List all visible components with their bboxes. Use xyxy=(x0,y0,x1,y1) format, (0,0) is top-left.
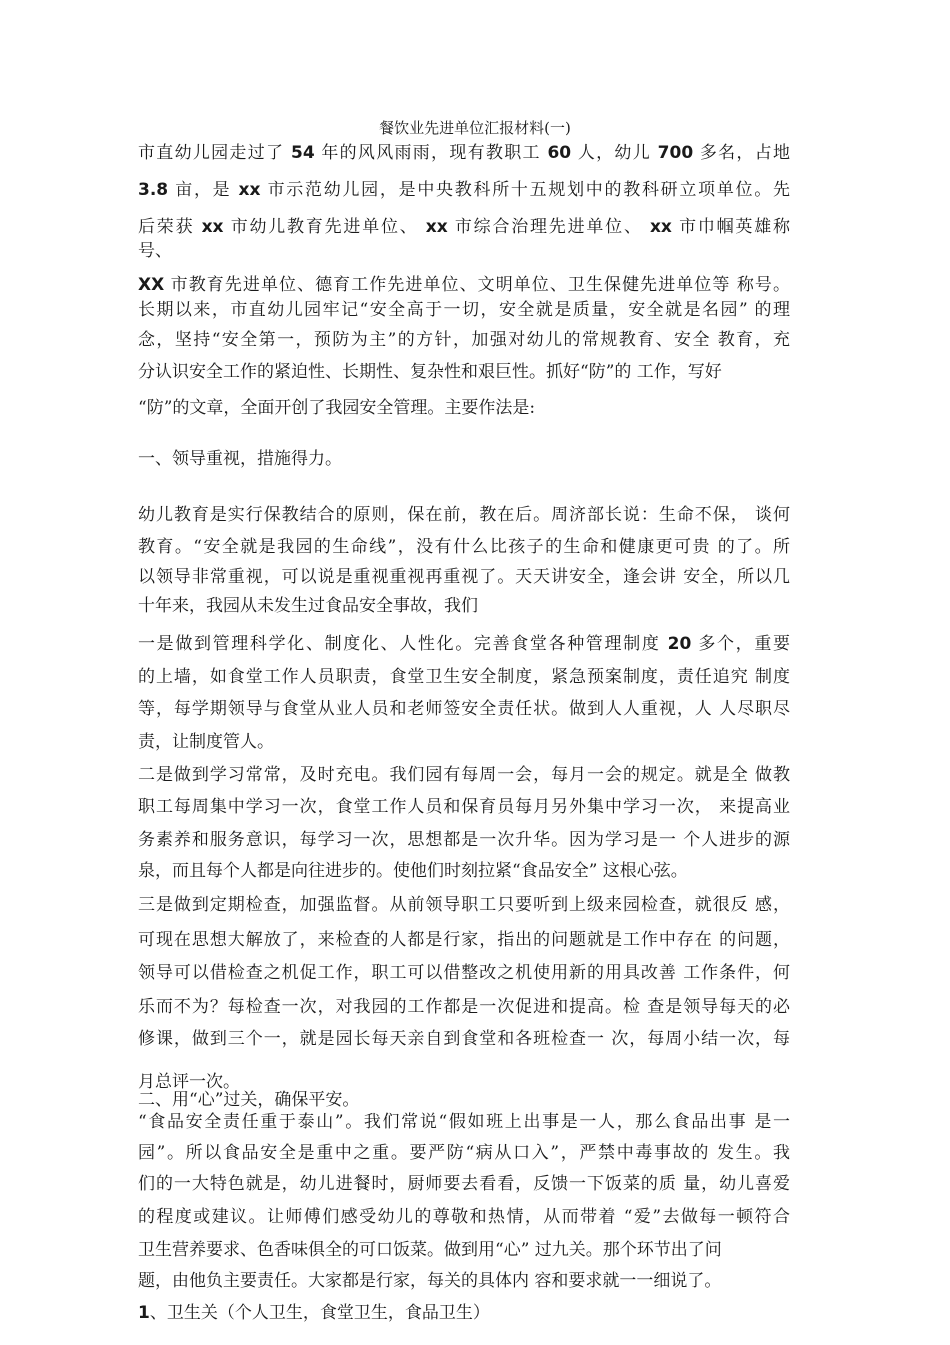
text-line: 号、 xyxy=(138,241,172,261)
text-line: 三是做到定期检查，加强监督。从前领导职工只要听到上级来园检查，就很反 感， xyxy=(138,895,790,915)
text-line: 责，让制度管人。 xyxy=(138,732,274,752)
text-line: “防”的文章，全面开创了我园安全管理。主要作法是: xyxy=(138,398,536,418)
text-line: 园”。所以食品安全是重中之重。要严防“病从口入”，严禁中毒事故的 发生。我 xyxy=(138,1143,790,1163)
text-line: 泉，而且每个人都是向往进步的。使他们时刻拉紧“食品安全” 这根心弦。 xyxy=(138,861,688,881)
text-line: 可现在思想大解放了，来检查的人都是行家，指出的问题就是工作中存在 的问题， xyxy=(138,930,790,950)
text-line: 分认识安全工作的紧迫性、长期性、复杂性和艰巨性。抓好“防”的 工作，写好 xyxy=(138,362,722,382)
text-line: 月总评一次。 xyxy=(138,1072,240,1092)
text-line: 教育。“安全就是我园的生命线”，没有什么比孩子的生命和健康更可贵 的了。所 xyxy=(138,537,790,557)
text-line: 后荣获 xx 市幼儿教育先进单位、 xx 市综合治理先进单位、 xx 市巾帼英雄称 xyxy=(138,217,790,237)
text-line: 3.8 亩，是 xx 市示范幼儿园，是中央教科所十五规划中的教科研立项单位。先 xyxy=(138,180,790,200)
text-line: 1、卫生关（个人卫生，食堂卫生，食品卫生） xyxy=(138,1303,490,1323)
text-line: “食品安全责任重于泰山”。我们常说“假如班上出事是一人，那么食品出事 是一 xyxy=(138,1112,790,1132)
text-line: 二、用“心”过关，确保平安。 xyxy=(138,1090,360,1110)
text-line: 一、领导重视，措施得力。 xyxy=(138,449,342,469)
text-line: 职工每周集中学习一次，食堂工作人员和保育员每月另外集中学习一次， 来提高业 xyxy=(138,797,790,817)
text-line: 幼儿教育是实行保教结合的原则，保在前，教在后。周济部长说：生命不保， 谈何 xyxy=(138,505,790,525)
text-line: 题，由他负主要责任。大家都是行家，每关的具体内 容和要求就一一细说了。 xyxy=(138,1271,722,1291)
text-line: 的程度或建议。让师傅们感受幼儿的尊敬和热情，从而带着 “爱”去做每一顿符合 xyxy=(138,1207,790,1227)
text-line: 们的一大特色就是，幼儿进餐时，厨师要去看看，反馈一下饭菜的质 量，幼儿喜爱 xyxy=(138,1174,790,1194)
text-line: 务素养和服务意识，每学习一次，思想都是一次升华。因为学习是一 个人进步的源 xyxy=(138,830,790,850)
text-line: 市直幼儿园走过了 54 年的风风雨雨，现有教职工 60 人，幼儿 700 多名，占地 xyxy=(138,143,791,163)
text-line: 修课，做到三个一，就是园长每天亲自到食堂和各班检查一 次，每周小结一次，每 xyxy=(138,1029,790,1049)
text-line: 乐而不为？每检查一次，对我园的工作都是一次促进和提高。检 查是领导每天的必 xyxy=(138,997,790,1017)
text-line: XX 市教育先进单位、德育工作先进单位、文明单位、卫生保健先进单位等 称号。 xyxy=(138,275,790,295)
document-title: 餐饮业先进单位汇报材料(一) xyxy=(379,119,571,137)
text-line: 念，坚持“安全第一，预防为主”的方针，加强对幼儿的常规教育、安全 教育，充 xyxy=(138,330,790,350)
text-line: 二是做到学习常常，及时充电。我们园有每周一会，每月一会的规定。就是全 做教 xyxy=(138,765,790,785)
text-line: 长期以来，市直幼儿园牢记“安全高于一切，安全就是质量，安全就是名园” 的理 xyxy=(138,300,790,320)
text-line: 十年来，我园从未发生过食品安全事故，我们 xyxy=(138,596,478,616)
text-line: 等，每学期领导与食堂从业人员和老师签安全责任状。做到人人重视，人 人尽职尽 xyxy=(138,699,790,719)
text-line: 一是做到管理科学化、制度化、人性化。完善食堂各种管理制度 20 多个，重要 xyxy=(138,634,790,654)
text-line: 以领导非常重视，可以说是重视重视再重视了。天天讲安全，逢会讲 安全，所以几 xyxy=(138,567,790,587)
text-line: 卫生营养要求、色香味俱全的可口饭菜。做到用“心” 过九关。那个环节出了问 xyxy=(138,1240,722,1260)
text-line: 的上墙，如食堂工作人员职责，食堂卫生安全制度，紧急预案制度，责任追究 制度 xyxy=(138,667,790,687)
text-line: 领导可以借检查之机促工作，职工可以借整改之机使用新的用具改善 工作条件，何 xyxy=(138,963,790,983)
